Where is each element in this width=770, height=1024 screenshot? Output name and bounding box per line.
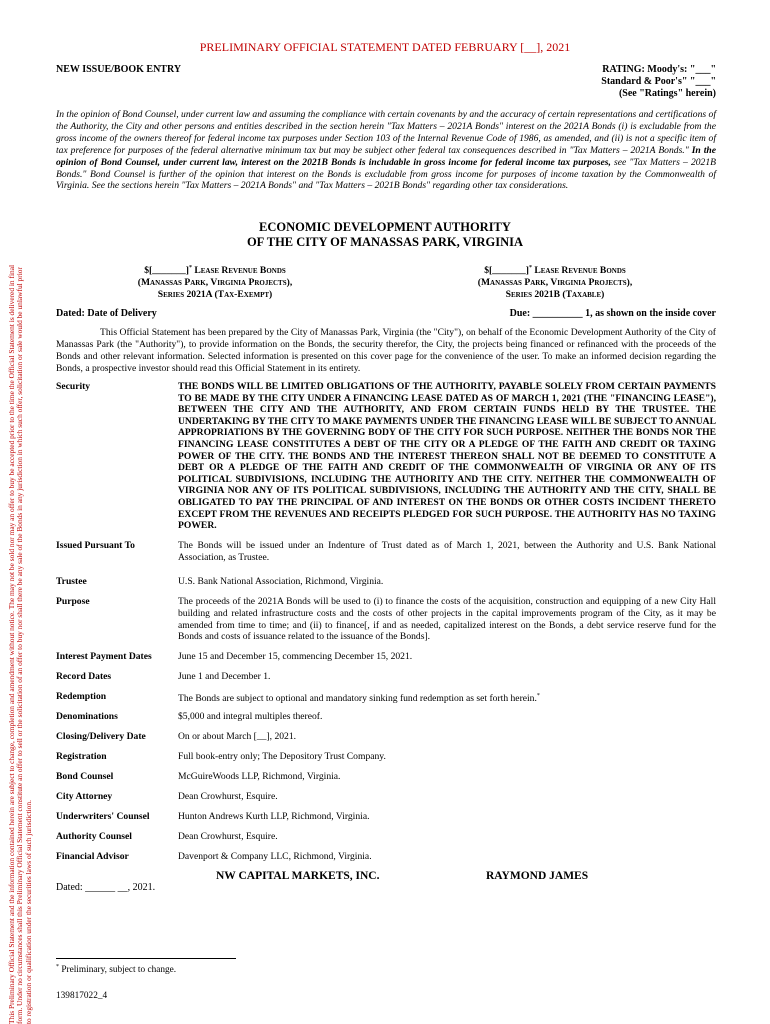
- term-value: U.S. Bank National Association, Richmond, Virginia.: [178, 576, 384, 587]
- term-underwriters-counsel: [56, 811, 716, 831]
- term-financial-advisor: [56, 851, 716, 871]
- term-label: Authority Counsel: [56, 831, 132, 842]
- opinion-part1: In the opinion of Bond Counsel, under current law and assuming the compliance with certain covenants by and the accuracy of certain representations and certifications of the Authority, the City and other persons and entities described in the section herein "Tax Matters – 2021A Bonds" interest on the 2021A Bonds (i) is excludable from the gross income of the owners thereof for federal income tax purposes under Section 103 of the Internal Revenue Code of 1986, as amended, and (ii) is not a specific item of tax preference for purposes of the federal alternative minimum tax but may be subject other federal tax consequences described in "Tax Matters – 2021A Bonds.": [56, 109, 716, 156]
- side-disclaimer-line2: form. Under no circumstances shall this Preliminary Official Statement constitute an offer to sell or the solicitation of an offer to buy nor shall there be any sale of the Bonds in any jurisdiction in which such offer, solicitation or sale would be unlawful prior: [15, 267, 25, 1024]
- term-city-attorney: [56, 791, 716, 811]
- term-trustee: [56, 576, 716, 596]
- dated-label: Dated: Date of Delivery: [56, 308, 157, 319]
- term-value: Dean Crowhurst, Esquire.: [178, 831, 278, 842]
- term-label: City Attorney: [56, 791, 113, 802]
- rating-moodys: RATING: Moody's: "___": [602, 64, 716, 75]
- intro-paragraph: This Official Statement has been prepared by the City of Manassas Park, Virginia (the "City"), on behalf of the Economic Development Authority of the City of Manassas Park (the "Authority"), to provide information on the Bonds, the security therefor, the City, the projects being financed or refinanced with the proceeds of the Bonds and other relevant information. Selected information is presented on this cover page for the convenience of the user. To make an informed decision regarding the Bonds, a prospective investor should read this Official Statement in its entirety.: [56, 327, 716, 374]
- term-security: [56, 381, 716, 540]
- bond-amount: $[_______]: [484, 265, 529, 277]
- tax-opinion: [56, 109, 716, 192]
- term-label: Record Dates: [56, 671, 112, 682]
- term-value: On or about March [__], 2021.: [178, 731, 297, 742]
- opinion-part2: see "Tax Matters – 2021B Bonds." Bond Counsel is further of the opinion that interest on the Bonds is excludable from gross income for purposes of income taxation by the Commonwealth of Virginia. See the sections herein "Tax Matters – 2021A Bonds" and "Tax Matters – 2021B Bonds" regarding other tax considerations.: [56, 156, 716, 192]
- bond-series-2021b: [425, 262, 685, 301]
- term-value: The Bonds will be issued under an Indenture of Trust dated as of March 1, 2021, between the Authority and U.S. Bank National Association, as Trustee.: [178, 540, 716, 563]
- term-value: Full book-entry only; The Depository Trust Company.: [178, 751, 386, 762]
- footnote-text: Preliminary, subject to change.: [59, 965, 177, 976]
- issuer-line2: OF THE CITY OF MANASSAS PARK, VIRGINIA: [246, 235, 524, 249]
- term-label: Interest Payment Dates: [56, 651, 152, 662]
- bond-project: (Manassas Park, Virginia Projects),: [477, 277, 633, 289]
- term-record-dates: [56, 671, 716, 691]
- term-label: Security: [56, 381, 91, 392]
- footnote-mark: *: [56, 964, 59, 970]
- term-redemption: [56, 691, 716, 711]
- rating-see: (See "Ratings" herein): [618, 88, 716, 99]
- term-label: Underwriters' Counsel: [56, 811, 150, 822]
- new-issue-label: NEW ISSUE/BOOK ENTRY: [56, 64, 182, 75]
- term-value: [178, 691, 716, 705]
- bond-project: (Manassas Park, Virginia Projects),: [137, 277, 293, 289]
- term-value: Davenport & Company LLC, Richmond, Virginia.: [178, 851, 372, 862]
- term-label: Trustee: [56, 576, 87, 587]
- dated-due-row: [56, 308, 716, 319]
- bond-amount: $[_______]: [144, 265, 189, 277]
- term-label: Financial Advisor: [56, 851, 129, 862]
- term-bond-counsel: [56, 771, 716, 791]
- footnote-rule: [56, 958, 236, 959]
- term-label: Bond Counsel: [56, 771, 114, 782]
- issuer-line1: ECONOMIC DEVELOPMENT AUTHORITY: [259, 220, 511, 234]
- document-id: 139817022_4: [56, 991, 108, 1001]
- bond-series-2021a: [85, 262, 345, 301]
- bond-series: Series 2021A (Tax-Exempt): [157, 289, 273, 301]
- term-label: Registration: [56, 751, 107, 762]
- footnote-mark: *: [536, 693, 540, 699]
- term-closing-date: [56, 731, 716, 751]
- bond-series: Series 2021B (Taxable): [505, 289, 605, 301]
- term-issued: [56, 540, 716, 576]
- term-registration: [56, 751, 716, 771]
- term-label: Purpose: [56, 596, 90, 607]
- term-value: The proceeds of the 2021A Bonds will be used to (i) to finance the costs of the acquisition, construction and equipping of a new City Hall building and related infrastructure costs and the costs of other projects in the capital improvements program of the City, as it may be amended from time to time; and (ii) to finance[, if and as needed, capitalized interest on the Bonds, a debt service reserve fund for the Bonds and costs of issuance related to the issuance of the Bonds].: [178, 596, 716, 643]
- side-disclaimer: [8, 24, 33, 1024]
- rating-block: [601, 64, 716, 100]
- footnote-mark: *: [188, 265, 192, 271]
- term-value: June 1 and December 1.: [178, 671, 271, 682]
- term-label: Redemption: [56, 691, 107, 702]
- term-authority-counsel: [56, 831, 716, 851]
- term-label: Closing/Delivery Date: [56, 731, 146, 742]
- term-value: THE BONDS WILL BE LIMITED OBLIGATIONS OF THE AUTHORITY, PAYABLE SOLELY FROM CERTAIN PAYMENTS TO BE MADE BY THE CITY UNDER A FINANCING LEASE DATED AS OF MARCH 1, 2021 (THE "FINANCING LEASE"), BETWEEN THE CITY AND THE AUTHORITY, AND FROM CERTAIN FUNDS HELD BY THE TRUSTEE. THE UNDERTAKING BY THE CITY TO MAKE PAYMENTS UNDER THE FINANCING LEASE WILL BE SUBJECT TO ANNUAL APPROPRIATIONS BY THE GOVERNING BODY OF THE CITY FOR SUCH PURPOSE. NEITHER THE BONDS NOR THE FINANCING LEASE CONSTITUTES A DEBT OF THE CITY OR A PLEDGE OF THE FAITH AND CREDIT OR TAXING POWER OF THE CITY. THE BONDS AND THE INTEREST THEREON SHALL NOT BE DEEMED TO CONSTITUTE A DEBT OR A PLEDGE OF THE FAITH AND CREDIT OF THE COMMONWEALTH OF VIRGINIA OR ANY OF ITS POLITICAL SUBDIVISIONS, INCLUDING THE AUTHORITY AND THE CITY. NEITHER THE COMMONWEALTH OF VIRGINIA NOR ANY OF ITS POLITICAL SUBDIVISIONS, INCLUDING THE AUTHORITY AND THE CITY, SHALL BE OBLIGATED TO PAY THE PRINCIPAL OF AND INTEREST ON THE BONDS OR OTHER COSTS INCIDENT THERETO EXCEPT FROM THE REVENUES AND RECEIPTS PLEDGED FOR SUCH PURPOSE. THE AUTHORITY HAS NO TAXING POWER.: [178, 381, 716, 532]
- term-value: McGuireWoods LLP, Richmond, Virginia.: [178, 771, 341, 782]
- term-purpose: [56, 596, 716, 651]
- redemption-text: The Bonds are subject to optional and mandatory sinking fund redemption as set forth herein.: [178, 693, 537, 705]
- term-label: Denominations: [56, 711, 118, 722]
- issuer-title: [0, 220, 770, 250]
- terms-table: [56, 381, 716, 871]
- term-interest-dates: [56, 651, 716, 671]
- footnote: [56, 964, 176, 975]
- preliminary-header: PRELIMINARY OFFICIAL STATEMENT DATED FEBRUARY [__], 2021: [199, 40, 571, 54]
- bond-title: Lease Revenue Bonds: [531, 265, 626, 277]
- term-denominations: [56, 711, 716, 731]
- cover-date: Dated: ______ __, 2021.: [56, 882, 156, 893]
- term-label: Issued Pursuant To: [56, 540, 135, 551]
- side-disclaimer-line3: to registration or qualification under the securities laws of such jurisdiction.: [23, 800, 33, 1024]
- underwriter-nw-capital: NW CAPITAL MARKETS, INC.: [216, 870, 380, 882]
- footnote-mark: *: [528, 265, 532, 271]
- side-disclaimer-line1: This Preliminary Official Statement and the information contained herein are subject to change, completion and amendment without notice. The may not be sold nor may an offer to buy be accepted prior to the time the Official Statement is delivered in final: [7, 264, 16, 1024]
- due-label: Due: __________ 1, as shown on the inside cover: [509, 308, 716, 319]
- term-value: $5,000 and integral multiples thereof.: [178, 711, 323, 722]
- rating-sp: Standard & Poor's" "___": [601, 76, 716, 87]
- term-value: Hunton Andrews Kurth LLP, Richmond, Virginia.: [178, 811, 370, 822]
- term-value: Dean Crowhurst, Esquire.: [178, 791, 278, 802]
- term-value: June 15 and December 15, commencing December 15, 2021.: [178, 651, 413, 662]
- underwriter-raymond-james: RAYMOND JAMES: [486, 870, 589, 882]
- opinion-bold: In the opinion of Bond Counsel, under current law, interest on the 2021B Bonds is includable in gross income for federal income tax purposes,: [56, 144, 716, 168]
- bond-title: Lease Revenue Bonds: [191, 265, 286, 277]
